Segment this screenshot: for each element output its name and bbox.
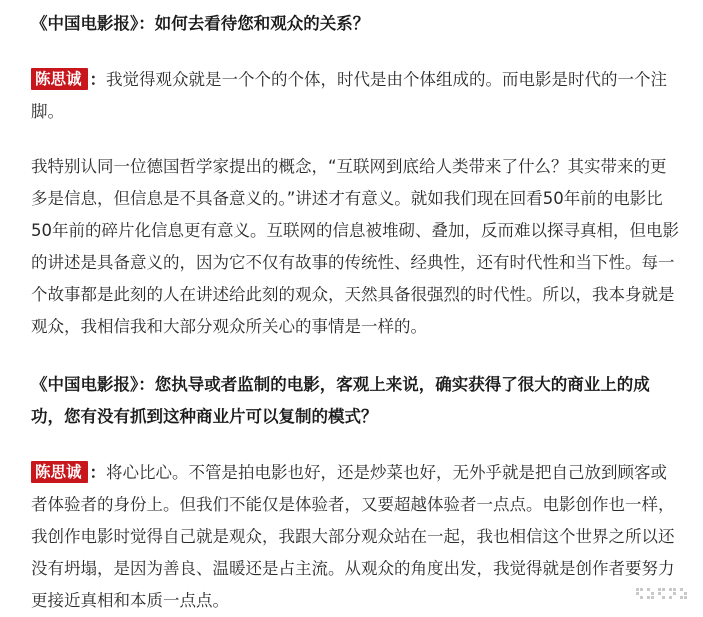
answer-1-text: 我觉得观众就是一个个的个体，时代是由个体组成的。而电影是时代的一个注脚。 xyxy=(31,70,668,121)
question-1: 《中国电影报》：如何去看待您和观众的关系？ xyxy=(31,14,370,33)
answer-2 xyxy=(31,457,681,617)
dotted-watermark-icon xyxy=(635,585,689,603)
spacer xyxy=(31,40,681,64)
answer-2-text: 将心比心。不管是拍电影也好，还是炒菜也好，无外乎就是把自己放到顾客或者体验者的身份上。但我们不能仅是体验者，又要超越体验者一点点。电影创作也一样，我创作电影时觉得自己就是观众，我跟大部分观众站在一起，我也相信这个世界之所以还没有坍塌，是因为善良、温暖还是占主流。从观众的角度出发，我觉得就是创作者要努力更接近真相和本质一点点。 xyxy=(31,463,675,610)
speaker-tag: 陈思诚 xyxy=(31,68,88,90)
speaker-colon: ： xyxy=(89,463,107,482)
spacer xyxy=(31,128,681,151)
spacer xyxy=(31,433,681,457)
speaker-colon: ： xyxy=(89,70,107,89)
question-2: 《中国电影报》：您执导或者监制的电影，客观上来说，确实获得了很大的商业上的成功，您有没有抓到这种商业片可以复制的模式？ xyxy=(31,375,650,426)
spacer xyxy=(31,343,681,369)
paragraph-1: 我特别认同一位德国哲学家提出的概念，“互联网到底给人类带来了什么？其实带来的更多是信息，但信息是不具备意义的。”讲述才有意义。就如我们现在回看50年前的电影比50年前的碎片化信息更有意义。互联网的信息被堆砌、叠加，反而难以探寻真相，但电影的讲述是具备意义的，因为它不仅有故事的传统性、经典性，还有时代性和当下性。每一个故事都是此刻的人在讲述给此刻的观众，天然具备很强烈的时代性。所以，我本身就是观众，我相信我和大部分观众所关心的事情是一样的。 xyxy=(31,157,679,336)
answer-1 xyxy=(31,64,681,128)
speaker-tag: 陈思诚 xyxy=(31,461,88,483)
